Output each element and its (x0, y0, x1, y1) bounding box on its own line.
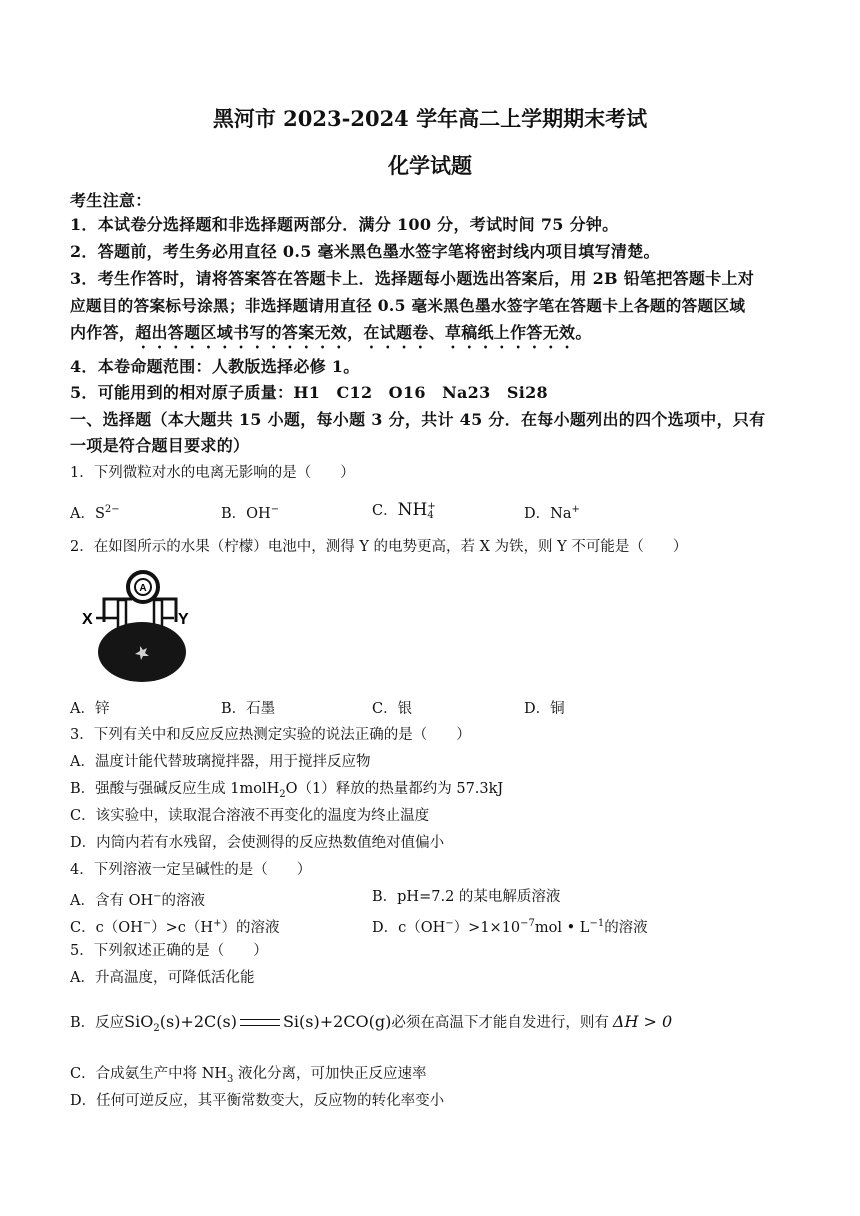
exam-subtitle: 化学试题 (388, 153, 472, 178)
section-heading-line-2: 一项是符合题目要求的） (70, 436, 250, 455)
q5-option-a: A．升高温度，可降低活化能 (70, 970, 255, 986)
exam-title: 黑河市 2023-2024 学年高二上学期期末考试 (212, 106, 648, 131)
q4-option-b: B．pH=7.2 的某电解质溶液 (372, 889, 561, 905)
section-heading-line-1: 一、选择题（本大题共 15 小题，每小题 3 分，共计 45 分．在每小题列出的四个选项中，只有 (70, 410, 766, 429)
q5-option-b: B．反应SiO$_2$(s)+2C(s) Si(s)+2CO(g)必须在高温下才能自发进行，则有 ΔH > 0 (70, 1012, 673, 1035)
q4-option-c: C．c（OH−）>c（H+）的溶液 (70, 918, 280, 936)
notice-item-3-line-3-start: 内作答， (70, 323, 136, 342)
q1-option-c: C．NH + 4 (372, 500, 436, 521)
q2-option-c: C．银 (372, 701, 413, 717)
notice-item-1: 1．本试卷分选择题和非选择题两部分．满分 100 分，考试时间 75 分钟。 (70, 215, 619, 234)
q3-option-a: A．温度计能代替玻璃搅拌器，用于搅拌反应物 (70, 754, 371, 770)
q3-option-d: D．内筒内若有水残留，会使测得的反应热数值绝对值偏小 (70, 835, 445, 851)
q5-option-d: D．任何可逆反应，其平衡常数变大，反应物的转化率变小 (70, 1093, 445, 1109)
ammeter-label: A (139, 583, 147, 594)
notice-item-5: 5．可能用到的相对原子质量：H1 C12 O16 Na23 Si28 (70, 383, 548, 402)
q2-stem: 2．在如图所示的水果（柠檬）电池中，测得 Y 的电势更高，若 X 为铁，则 Y 不可能是（ ） (70, 539, 688, 555)
notice-item-3-line-1: 3．考生作答时，请将答案答在答题卡上．选择题每小题选出答案后，用 2B 铅笔把答题卡上对 (70, 269, 755, 288)
label-y: Y (178, 611, 189, 628)
notice-item-2: 2．答题前，考生务必用直径 0.5 毫米黑色墨水签字笔将密封线内项目填写清楚。 (70, 242, 660, 261)
label-x: X (82, 611, 93, 628)
q4-option-a: A．含有 OH−的溶液 (70, 891, 206, 909)
q3-option-c: C．该实验中，读取混合溶液不再变化的温度为终止温度 (70, 808, 430, 824)
q4-stem: 4．下列溶液一定呈碱性的是（ ） (70, 862, 312, 878)
q1-stem: 1．下列微粒对水的电离无影响的是（ ） (70, 465, 355, 481)
q2-option-a: A．锌 (70, 701, 110, 717)
lemon-battery-figure (78, 566, 202, 688)
q2-option-b: B．石墨 (221, 701, 276, 717)
equation-equals-sign (240, 1019, 280, 1026)
q2-option-d: D．铜 (524, 701, 565, 717)
q1-option-b: B．OH− (221, 504, 280, 522)
notice-emphasis-text: 超出答题区域书写的答案无效，在试题卷、草稿纸上作答无效 (135, 323, 576, 342)
q3-option-b: B．强酸与强碱反应生成 1molH$_2$O（1）释放的热量都约为 57.3kJ (70, 781, 504, 800)
q3-stem: 3．下列有关中和反应反应热测定实验的说法正确的是（ ） (70, 727, 471, 743)
q4-option-d: D．$c(OH^-)>1\times 10^{-7}mol$ • $L^{-1}$的溶液 (372, 918, 648, 936)
q1-option-a: A．$S^{2-}$ (70, 504, 120, 522)
q5-stem: 5．下列叙述正确的是（ ） (70, 943, 268, 959)
notice-item-4: 4．本卷命题范围：人教版选择必修 1。 (70, 357, 360, 376)
q5-option-c: C．合成氨生产中将 $NH_3$ 液化分离，可加快正反应速率 (70, 1066, 427, 1085)
notice-heading: 考生注意： (70, 191, 152, 210)
q5-equation: SiO$_2$(s)+2C(s) Si(s)+2CO(g) (124, 1012, 392, 1035)
notice-item-3-line-3 (70, 323, 592, 352)
notice-item-3-line-3-end: 。 (575, 323, 592, 342)
notice-item-3-line-2: 应题目的答案标号涂黑；非选择题请用直径 0.5 毫米黑色墨水签字笔在答题卡上各题的答题区域 (70, 296, 746, 315)
q1-option-d: D．Na+ (524, 504, 580, 522)
